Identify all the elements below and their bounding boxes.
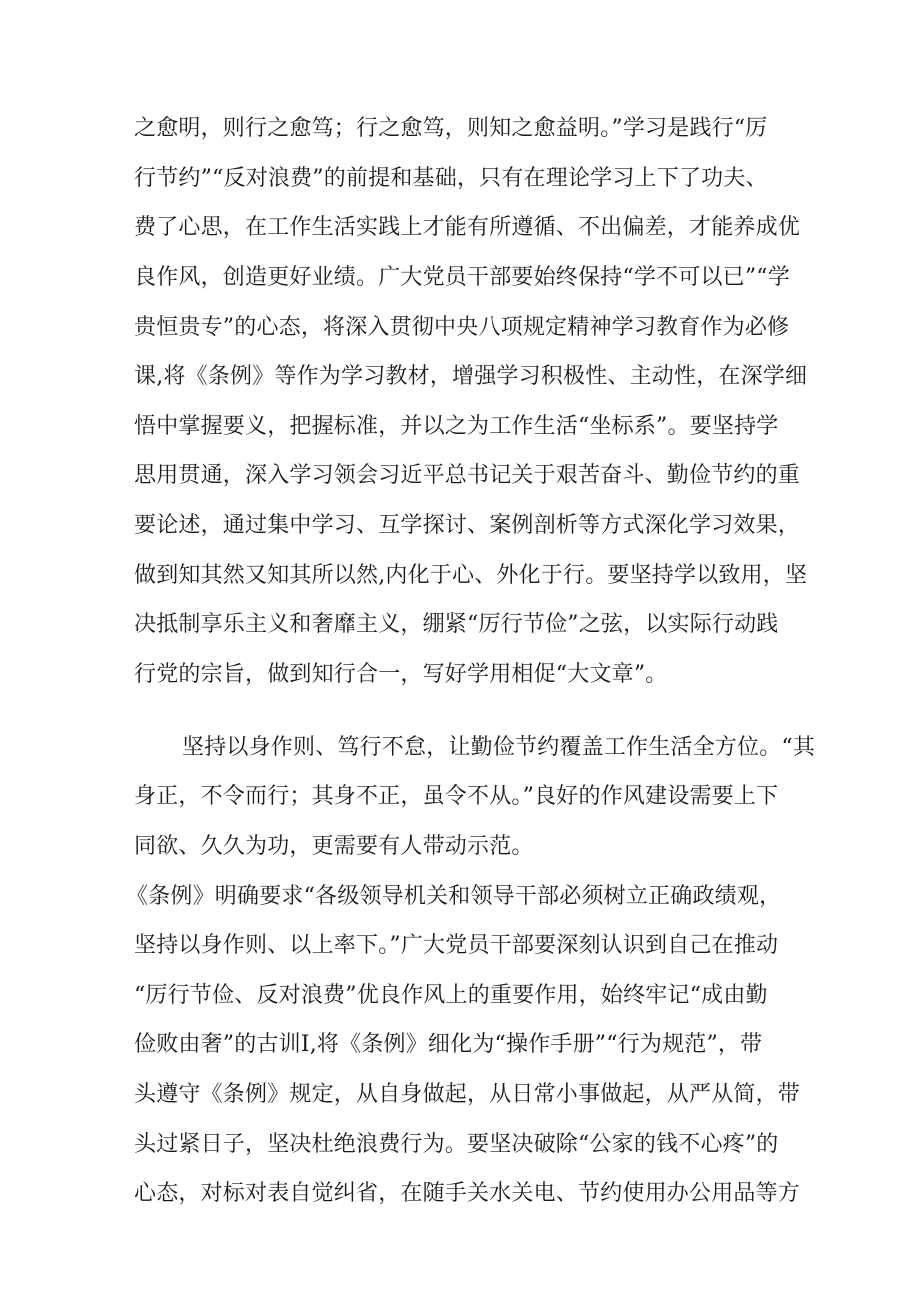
text-line: 思用贯通，深入学习领会习近平总书记关于艰苦奋斗、勤俭节约的重 — [134, 463, 801, 488]
text-line: 悟中掌握要义，把握标准，并以之为工作生活“坐标系”。要坚持学 — [134, 414, 779, 439]
text-line: 同欲、久久为功，更需要有人带动示范。 — [134, 834, 534, 859]
text-line: 行党的宗旨，做到知行合一，写好学用相促“大文章”。 — [134, 662, 668, 687]
text-line: 要论述，通过集中学习、互学探讨、案例剖析等方式深化学习效果， — [134, 513, 801, 538]
text-line: 头过紧日子，坚决杜绝浪费行为。要坚决破除“公家的钱不心疼”的 — [134, 1132, 779, 1157]
text-line: 贵恒贵专”的心态，将深入贯彻中央八项规定精神学习教育作为必修 — [134, 315, 790, 340]
text-line: 做到知其然又知其所以然,内化于心、外化于行。要坚持学以致用，坚 — [134, 563, 808, 588]
text-line: 坚持以身作则、以上率下。”广大党员干部要深刻认识到自己在推动 — [134, 933, 779, 958]
paragraph-first-line: 坚持以身作则、笃行不怠，让勤俭节约覆盖工作生活全方位。“其 — [182, 735, 816, 760]
text-line: 之愈明，则行之愈笃；行之愈笃，则知之愈益明。”学习是践行“厉 — [134, 116, 768, 141]
text-line: 费了心思，在工作生活实践上才能有所遵循、不出偏差，才能养成优 — [134, 215, 801, 240]
text-line: 头遵守《条例》规定，从自身做起，从日常小事做起，从严从简，带 — [134, 1082, 801, 1107]
text-line: 行节约”“反对浪费”的前提和基础，只有在理论学习上下了功夫、 — [134, 166, 768, 191]
text-line: 《条例》明确要求“各级领导机关和领导干部必须树立正确政绩观， — [126, 884, 782, 909]
text-line: 俭败由奢”的古训I,将《条例》细化为“操作手册”“行为规范”，带 — [134, 1032, 763, 1057]
text-line: 课,将《条例》等作为学习教材，增强学习积极性、主动性，在深学细 — [134, 364, 808, 389]
text-line: 心态，对标对表自觉纠省，在随手关水关电、节约使用办公用品等方 — [134, 1181, 801, 1206]
text-line: 身正，不令而行；其身不正，虽令不从。”良好的作风建设需要上下 — [134, 784, 779, 809]
text-line: 良作风，创造更好业绩。广大党员干部要始终保持“学不可以已”“学 — [134, 265, 790, 290]
text-line: 决抵制享乐主义和奢靡主义，绷紧“厉行节俭”之弦，以实际行动践 — [134, 612, 779, 637]
text-line: “厉行节俭、反对浪费”优良作风上的重要作用，始终牢记“成由勤 — [134, 983, 768, 1008]
